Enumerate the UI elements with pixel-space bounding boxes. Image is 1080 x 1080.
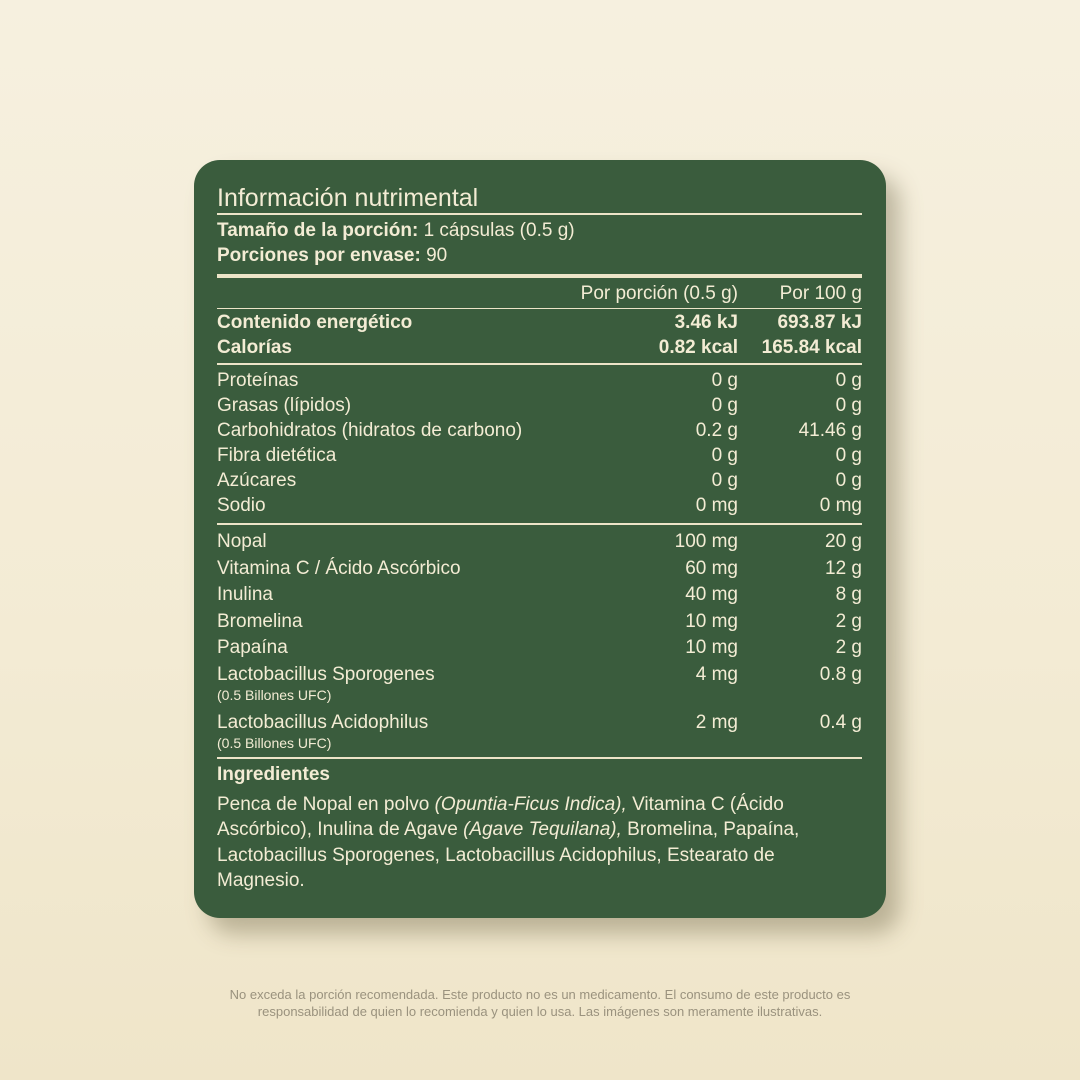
active-per-serving: 10 mg xyxy=(685,637,738,658)
active-name: Papaína xyxy=(217,637,288,658)
ingredients-text-italic: (Opuntia-Ficus Indica), xyxy=(434,793,627,815)
nutrition-facts-content xyxy=(217,182,862,894)
serving-size-label: Tamaño de la porción: xyxy=(217,220,419,241)
active-ingredient-row xyxy=(217,529,862,556)
active-per-100g: 0.4 g xyxy=(819,711,862,733)
active-ingredient-row xyxy=(217,635,862,662)
serving-size-row xyxy=(217,218,862,243)
energy-name: Contenido energético xyxy=(217,312,413,333)
nutrient-row xyxy=(217,368,862,393)
nutrient-name: Proteínas xyxy=(217,370,299,391)
active-per-100g: 8 g xyxy=(835,584,862,605)
column-header-per-100g: Por 100 g xyxy=(779,283,862,304)
active-name: Vitamina C / Ácido Ascórbico xyxy=(217,557,461,579)
active-per-100g: 12 g xyxy=(825,557,862,579)
energy-per-100g: 165.84 kcal xyxy=(761,337,862,358)
active-per-serving: 100 mg xyxy=(674,531,738,552)
nutrient-name: Grasas (lípidos) xyxy=(217,395,352,416)
active-name: Nopal xyxy=(217,531,267,552)
nutrient-row xyxy=(217,393,862,418)
divider xyxy=(217,523,862,525)
nutrient-row xyxy=(217,418,862,443)
nutrient-per-100g: 0 g xyxy=(835,470,862,491)
active-ingredient-row xyxy=(217,662,862,687)
active-per-serving: 4 mg xyxy=(695,663,738,685)
nutrient-per-100g: 0 g xyxy=(835,395,862,416)
ingredients-text-part: Penca de Nopal en polvo xyxy=(217,793,435,815)
nutrients-section xyxy=(217,368,862,518)
servings-per-pack-value: 90 xyxy=(426,245,448,266)
nutrient-per-serving: 0 mg xyxy=(695,495,738,516)
nutrient-name: Fibra dietética xyxy=(217,445,337,466)
energy-section xyxy=(217,310,862,360)
active-name: Bromelina xyxy=(217,610,303,632)
energy-per-serving: 0.82 kcal xyxy=(658,337,738,358)
ingredients-text xyxy=(217,792,862,894)
active-per-100g: 2 g xyxy=(835,637,862,658)
nutrient-row xyxy=(217,443,862,468)
active-name: Inulina xyxy=(217,584,273,605)
disclaimer-line: responsabilidad de quien lo recomienda y quien lo usa. Las imágenes son meramente ilustrativas. xyxy=(257,1004,823,1019)
nutrient-per-100g: 0 mg xyxy=(819,495,862,516)
disclaimer-line: No exceda la porción recomendada. Este producto no es un medicamento. El consumo de este producto es xyxy=(229,987,851,1002)
active-per-serving: 2 mg xyxy=(695,711,738,733)
energy-name: Calorías xyxy=(217,337,292,358)
nutrient-per-serving: 0.2 g xyxy=(695,420,738,441)
thick-divider xyxy=(217,274,862,278)
nutrition-facts-card xyxy=(194,160,886,918)
nutrient-per-serving: 0 g xyxy=(711,370,738,391)
column-header-per-serving: Por porción (0.5 g) xyxy=(580,283,738,304)
nutrient-per-100g: 41.46 g xyxy=(798,420,862,441)
active-per-serving: 10 mg xyxy=(685,610,738,632)
ingredients-text-part: Bromelina, Papaína, Lactobacillus Sporogenes, Lactobacillus Acidophilus, Estearato de Magnesio. xyxy=(217,819,800,891)
column-header-row xyxy=(217,281,862,306)
active-per-serving: 60 mg xyxy=(685,557,738,579)
serving-size-value: 1 cápsulas (0.5 g) xyxy=(423,220,575,241)
nutrient-name: Carbohidratos (hidratos de carbono) xyxy=(217,420,523,441)
active-ingredient-row xyxy=(217,609,862,636)
nutrient-name: Sodio xyxy=(217,495,266,516)
active-name: Lactobacillus Acidophilus xyxy=(217,711,429,733)
active-per-100g: 20 g xyxy=(825,531,862,552)
active-note: (0.5 Billones UFC) xyxy=(217,734,332,751)
servings-per-pack-label: Porciones por envase: xyxy=(217,245,421,266)
divider xyxy=(217,363,862,365)
ingredients-heading: Ingredientes xyxy=(217,763,330,785)
active-ingredient-row xyxy=(217,582,862,609)
active-ingredient-row xyxy=(217,556,862,583)
ingredients-text-italic: (Agave Tequilana), xyxy=(463,819,622,840)
active-per-100g: 0.8 g xyxy=(819,663,862,685)
actives-section xyxy=(217,529,862,751)
active-name: Lactobacillus Sporogenes xyxy=(217,663,435,685)
active-ingredient-row xyxy=(217,710,862,735)
energy-per-100g: 693.87 kJ xyxy=(777,312,862,333)
nutrient-per-serving: 0 g xyxy=(711,445,738,466)
nutrient-row xyxy=(217,493,862,518)
divider xyxy=(217,308,862,309)
energy-per-serving: 3.46 kJ xyxy=(674,312,738,333)
nutrient-name: Azúcares xyxy=(217,470,297,491)
ingredients-text-part: Vitamina C (Ácido Ascórbico), Inulina de Agave xyxy=(217,793,784,840)
nutrient-per-serving: 0 g xyxy=(711,395,738,416)
panel-title: Información nutrimental xyxy=(217,184,479,212)
servings-per-pack-row xyxy=(217,243,862,268)
nutrient-per-100g: 0 g xyxy=(835,370,862,391)
energy-row-kj xyxy=(217,310,862,335)
nutrient-per-serving: 0 g xyxy=(711,470,738,491)
active-note: (0.5 Billones UFC) xyxy=(217,686,332,703)
disclaimer xyxy=(0,986,1080,1020)
nutrient-row xyxy=(217,468,862,493)
active-per-100g: 2 g xyxy=(835,610,862,632)
nutrient-per-100g: 0 g xyxy=(835,445,862,466)
active-per-serving: 40 mg xyxy=(685,584,738,605)
divider xyxy=(217,757,862,759)
energy-row-kcal xyxy=(217,335,862,360)
